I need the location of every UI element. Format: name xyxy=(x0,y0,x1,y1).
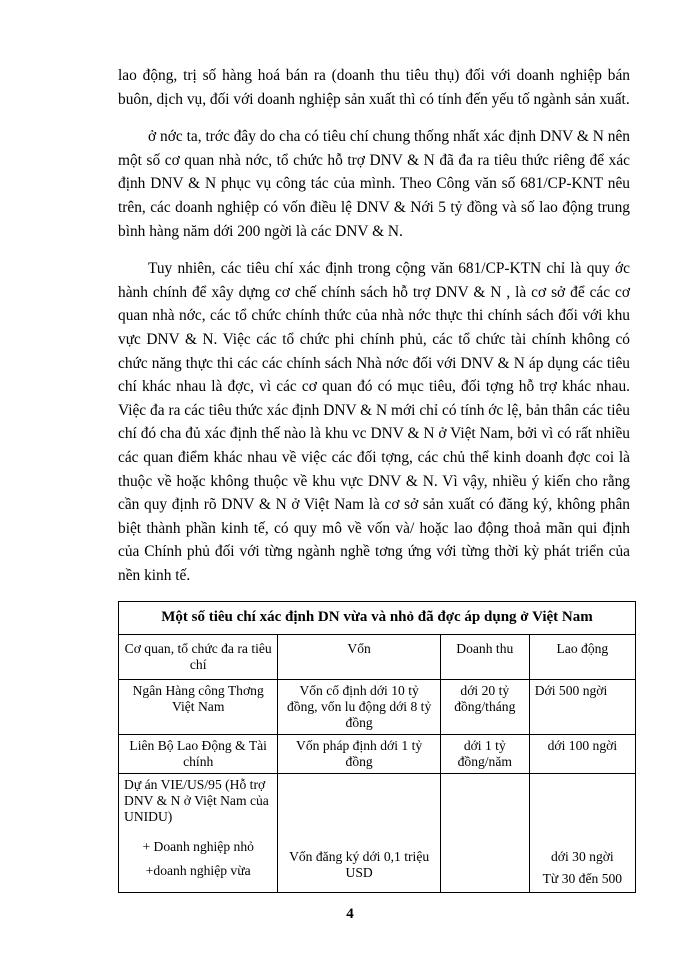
row3-capital: Vốn đăng ký dới 0,1 triệu USD xyxy=(289,849,430,881)
row3-capital-cell xyxy=(278,774,440,893)
row2-capital: Vốn pháp định dới 1 tỷ đồng xyxy=(278,735,440,774)
table-caption: Một số tiêu chí xác định DN vừa và nhỏ đã đợc áp dụng ở Việt Nam xyxy=(119,602,636,635)
row3-labor-small: dới 30 ngời xyxy=(551,849,614,865)
table-header-row xyxy=(119,635,636,680)
page-number: 4 xyxy=(346,906,354,922)
row3-org-cell xyxy=(119,774,278,893)
row3-org: Dự án VIE/US/95 (Hỗ trợ DNV & N ở Việt Nam của UNIDU) xyxy=(124,777,269,825)
table-row xyxy=(119,774,636,893)
row3-org-medium: +doanh nghiệp vừa xyxy=(145,863,251,879)
header-org: Cơ quan, tổ chức đa ra tiêu chí xyxy=(119,635,278,680)
row1-capital: Vốn cố định dới 10 tỷ đồng, vốn lu động dới 8 tỷ đồng xyxy=(278,680,440,735)
page-content xyxy=(118,64,630,893)
header-labor: Lao động xyxy=(529,635,635,680)
paragraph-1: lao động, trị số hàng hoá bán ra (doanh thu tiêu thụ) đối với doanh nghiệp bán buôn, dịch vụ, đối với doanh nghiệp sản xuất thì có tính đến yếu tố ngành sản xuất. xyxy=(118,67,630,108)
paragraph-3: Tuy nhiên, các tiêu chí xác định trong cộng văn 681/CP-KTN chỉ là quy ớc hành chính để xây dựng cơ chế chính sách hỗ trợ DNV & N , là cơ sở để các cơ quan nhà nớc, các tổ chức chính thức của nhà nớc thực thi chính sách đối với khu vực DNV & N. Việc các tổ chức phi chính phủ, các tổ chức tài chính không có chức năng thực thi các các chính sách Nhà nớc đối với DNV & N áp dụng các tiêu chí khác nhau là đợc, vì các cơ quan đó có mục tiêu, đối tợng hỗ trợ khác nhau. Việc đa ra các tiêu thức xác định DNV & N mới chỉ có tính ớc lệ, bản thân các tiêu chí đó cha đủ xác định thế nào là khu vc DNV & N ở Việt Nam, bởi vì có rất nhiều các quan điểm khác nhau về việc các đối tợng, các chủ thể kinh doanh đợc coi là thuộc về hoặc không thuộc về khu vực DNV & N. Vì vậy, nhiều ý kiến cho rằng cần quy định rõ DNV & N ở Việt Nam là cơ sở sản xuất có đăng ký, không phân biệt thành phần kinh tế, có quy mô về vốn và/ hoặc lao động thoả mãn qui định của Chính phủ đối với từng ngành nghề tơng ứng với từng thời kỳ phát triển của nền kinh tế. xyxy=(118,260,630,584)
criteria-table xyxy=(118,601,636,893)
paragraph-2: ở nớc ta, trớc đây do cha có tiêu chí chung thống nhất xác định DNV & N nên một số cơ quan nhà nớc, tổ chức hỗ trợ DNV & N đã đa ra tiêu thức riêng để xác định DNV & N phục vụ công tác của mình. Theo Công văn số 681/CP-KNT nêu trên, các doanh nghiệp có vốn điều lệ DNV & Nới 5 tỷ đồng và số lao động trung bình hàng năm dới 200 ngời là các DNV & N. xyxy=(118,128,630,240)
header-revenue: Doanh thu xyxy=(440,635,529,680)
row2-org: Liên Bộ Lao Động & Tài chính xyxy=(119,735,278,774)
row3-revenue xyxy=(440,774,529,893)
row3-labor-medium: Từ 30 đến 500 xyxy=(542,871,623,887)
row3-labor-cell xyxy=(529,774,635,893)
row2-labor: dới 100 ngời xyxy=(529,735,635,774)
row3-org-small: + Doanh nghiệp nhỏ xyxy=(142,839,254,855)
header-capital: Vốn xyxy=(278,635,440,680)
row1-revenue: dới 20 tỷ đồng/tháng xyxy=(440,680,529,735)
table-row xyxy=(119,735,636,774)
row1-org: Ngân Hàng công Thơng Việt Nam xyxy=(119,680,278,735)
row1-labor: Dới 500 ngời xyxy=(529,680,635,735)
table-row xyxy=(119,680,636,735)
row2-revenue: dới 1 tỷ đồng/năm xyxy=(440,735,529,774)
